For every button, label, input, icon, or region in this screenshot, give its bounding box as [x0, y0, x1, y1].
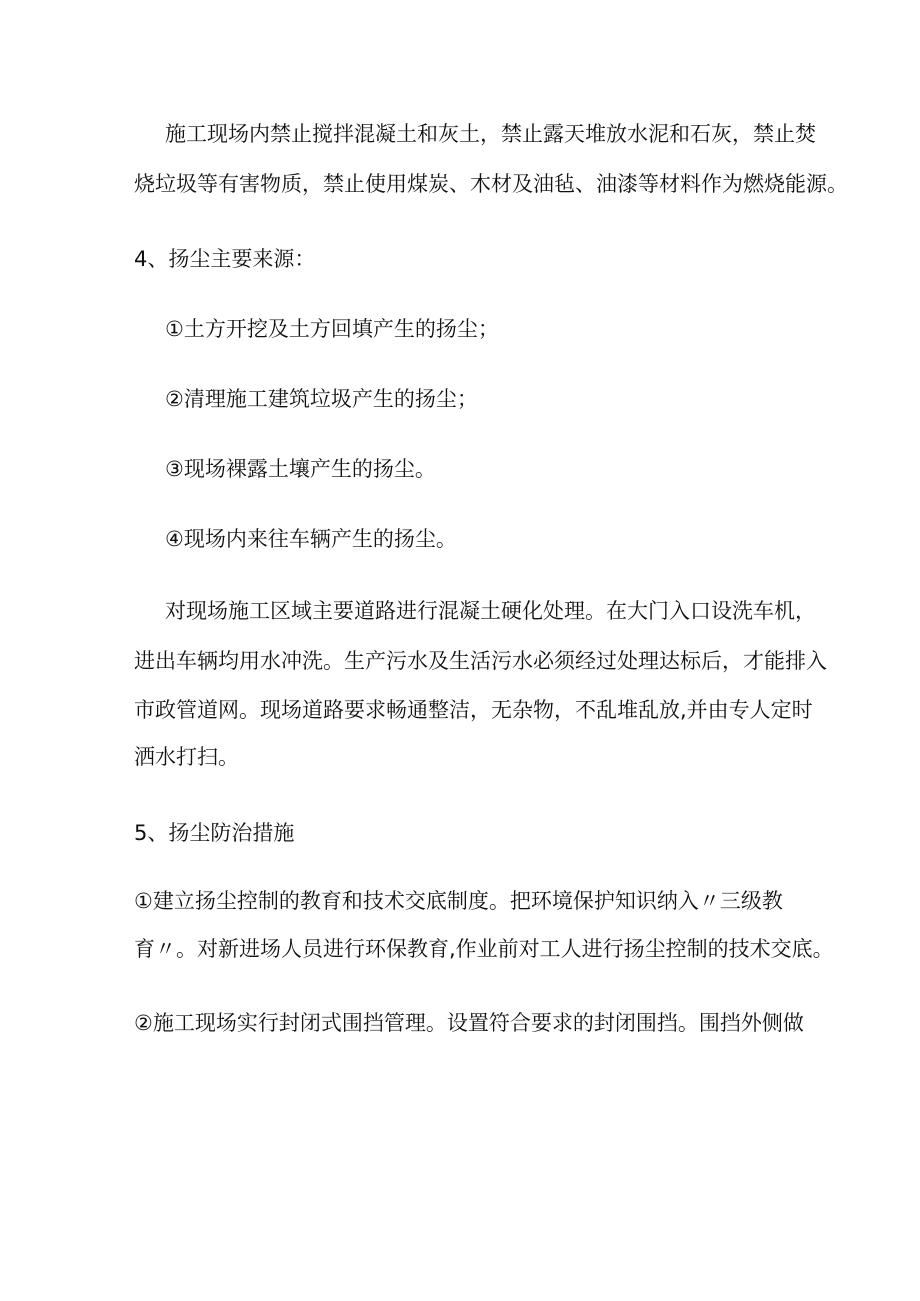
text-line: 烧垃圾等有害物质，禁止使用煤炭、木材及油毡、油漆等材料作为燃烧能源。: [134, 172, 848, 196]
text-line: 施工现场内禁止搅拌混凝土和灰土，禁止露天堆放水泥和石灰，禁止焚: [165, 122, 816, 146]
text-line: 进出车辆均用水冲洗。生产污水及生活污水必须经过处理达标后，才能排入: [134, 649, 827, 673]
text-line: 对现场施工区域主要道路进行混凝土硬化处理。在大门入口设洗车机，: [165, 599, 816, 623]
text-line: ②施工现场实行封闭式围挡管理。设置符合要求的封闭围挡。围挡外侧做: [134, 1011, 804, 1035]
list-item: ②清理施工建筑垃圾产生的扬尘；: [165, 387, 478, 411]
list-item: ①土方开挖及土方回填产生的扬尘；: [165, 317, 499, 341]
list-item: ③现场裸露土壤产生的扬尘。: [165, 457, 436, 481]
list-item: ④现场内来往车辆产生的扬尘。: [165, 527, 457, 551]
text-line: ①建立扬尘控制的教育和技术交底制度。把环境保护知识纳入〃三级教: [134, 889, 783, 913]
text-line: 育〃。对新进场人员进行环保教育,作业前对工人进行扬尘控制的技术交底。: [134, 937, 834, 961]
section-heading: 4、扬尘主要来源：: [134, 247, 316, 271]
text-line: 洒水打扫。: [134, 745, 239, 769]
section-heading: 5、扬尘防治措施: [134, 821, 295, 845]
text-line: 市政管道网。现场道路要求畅通整洁，无杂物，不乱堆乱放,并由专人定时: [134, 698, 813, 722]
